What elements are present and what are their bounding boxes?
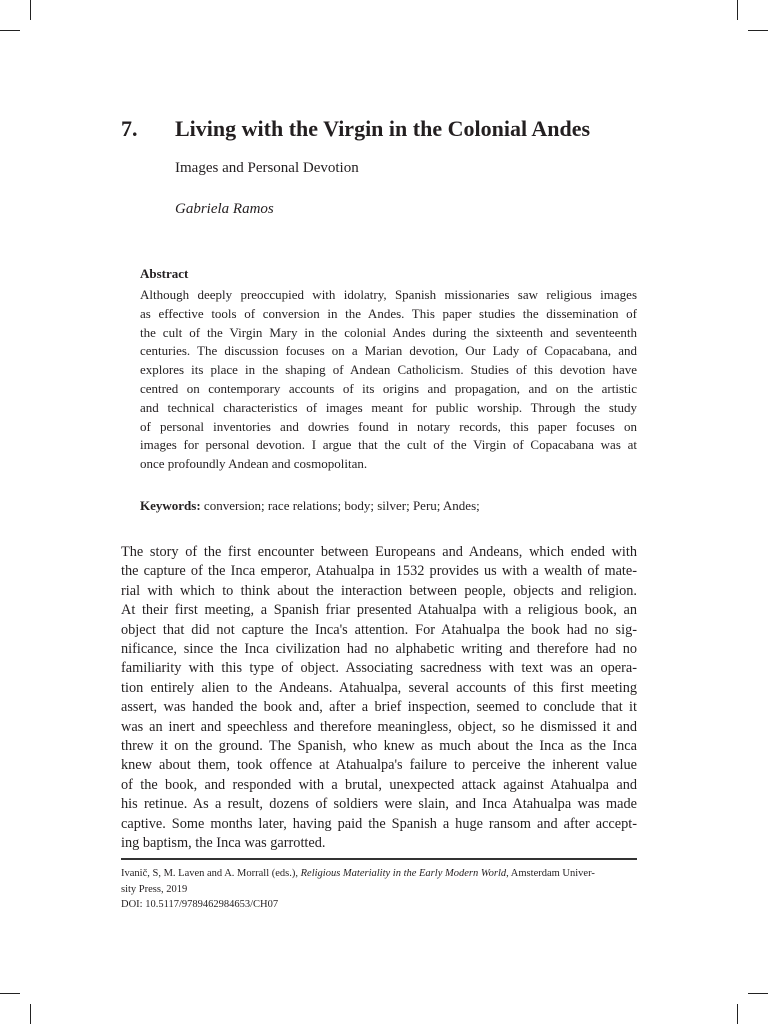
text-line: At their first meeting, a Spanish friar presented Atahualpa with a religious book, an [121,602,637,619]
author: Gabriela Ramos [175,201,274,217]
crop-mark [30,1004,31,1024]
chapter-number: 7. [121,116,138,141]
text-line: rial with which to think about the interaction between people, objects and religion. [121,582,637,599]
chapter-title: Living with the Virgin in the Colonial Andes [175,116,591,141]
text-line: centuries. The discussion focuses on a Marian devotion, Our Lady of Copacabana, and [140,343,637,359]
keywords [140,498,480,514]
text-line: nificance, since the Inca civilization had no alphabetic writing and therefore had no [121,641,637,658]
crop-mark [737,1004,738,1024]
crop-mark [748,993,768,994]
crop-mark [0,993,20,994]
text-line: Although deeply preoccupied with idolatry, Spanish missionaries saw religious images [140,287,637,302]
keywords-label: Keywords: [140,498,201,513]
text-line: his retinue. As a result, dozens of soldiers were slain, and Inca Atahualpa was made [121,796,637,813]
text-line: explores its place in the shaping of Andean Catholicism. Studies of this devotion have [140,362,637,378]
text-line: centred on contemporary accounts of its origins and propagation, and on the artistic [140,380,637,396]
citation-editors: Ivanič, S, M. Laven and A. Morrall (eds.), [121,868,301,879]
text-line: the capture of the Inca emperor, Atahualpa in 1532 provides us with a wealth of mate- [121,563,637,580]
text-line: of personal inventories and dowries found in notary records, this paper focuses on [140,418,637,434]
chapter-subtitle: Images and Personal Devotion [175,160,359,176]
body-text [121,543,637,854]
text-line: was an inert and speechless and therefore meaningless, object, so he dismissed it and [121,718,637,735]
text-line: tion entirely alien to the Andeans. Atahualpa, several accounts of this first meeting [121,679,637,696]
abstract-heading: Abstract [140,266,189,281]
footnote-rule [121,858,637,860]
citation-publisher: , Amsterdam Univer- [506,868,595,879]
doi: DOI: 10.5117/9789462984653/CH07 [121,899,279,910]
text-line: images for personal devotion. I argue that the cult of the Virgin of Copacabana was at [140,437,637,453]
crop-mark [30,0,31,20]
text-line: ing baptism, the Inca was garrotted. [121,835,326,852]
text-line: assert, was handed the book and, after a brief inspection, seemed to conclude that it [121,699,637,716]
text-line: captive. Some months later, having paid the Spanish a huge ransom and after accept- [121,815,637,832]
text-line: the cult of the Virgin Mary in the colonial Andes during the sixteenth and seventeenth [140,324,637,340]
crop-mark [748,30,768,31]
text-line: and technical characteristics of images meant for public worship. Through the study [140,399,637,415]
text-line: familiarity with this type of object. Associating sacredness with text was an opera- [121,660,637,677]
text-line: object that did not capture the Inca's attention. For Atahualpa the book had no sig- [121,621,637,638]
text-line: knew about them, took offence at Atahualpa's failure to perceive the inherent value [121,757,637,774]
abstract-text [140,286,637,474]
text-line: threw it on the ground. The Spanish, who knew as much about the Inca as the Inca [121,738,637,755]
text-line: once profoundly Andean and cosmopolitan. [140,456,368,472]
text-line: as effective tools of conversion in the Andes. This paper studies the dissemination of [140,305,637,321]
keywords-value: conversion; race relations; body; silver; Peru; Andes; [203,498,480,513]
text-line: The story of the first encounter between Europeans and Andeans, which ended with [121,544,637,560]
crop-mark [737,0,738,20]
text-line: of the book, and responded with a brutal, unexpected attack against Atahualpa and [121,776,637,793]
footnote [121,866,637,913]
crop-mark [0,30,20,31]
citation-title: Religious Materiality in the Early Modern World [300,868,507,879]
citation-line2: sity Press, 2019 [121,883,188,895]
